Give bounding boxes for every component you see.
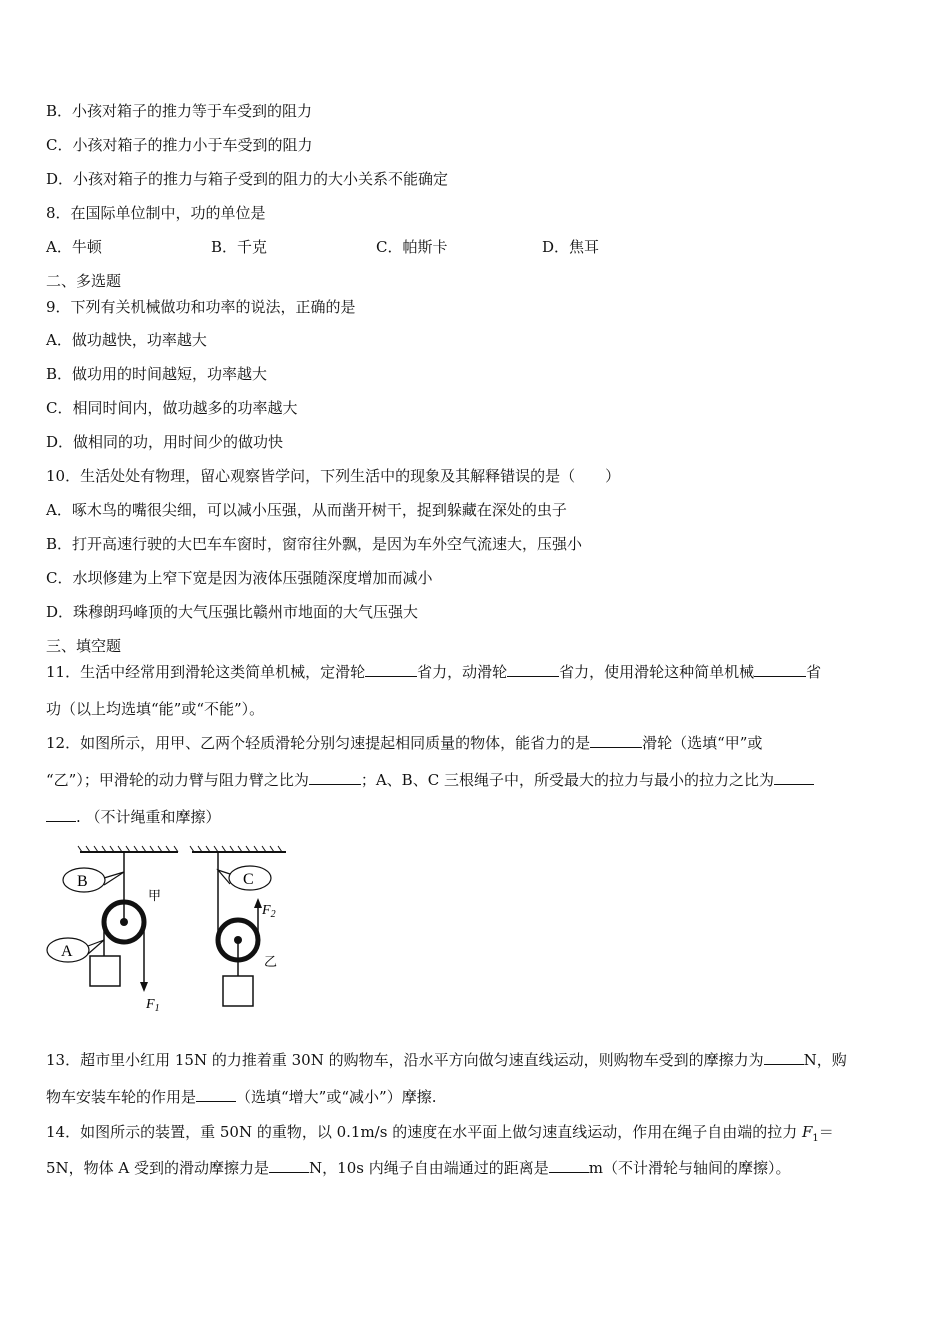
- pulley-figure: [46, 842, 306, 1022]
- q14-text-1: 14．如图所示的装置，重 50N 的重物，以 0.1m/s 的速度在水平面上做匀速直线运动，作用在绳子自由端的拉力: [46, 1123, 798, 1141]
- q8-option-b: B．千克: [211, 238, 268, 256]
- q13-text-2: N，购: [803, 1051, 847, 1069]
- label-jia: 甲: [148, 889, 162, 904]
- q11-text-1: 11．生活中经常用到滑轮这类简单机械，定滑轮: [46, 663, 366, 681]
- label-c: C: [243, 871, 254, 888]
- label-a: A: [61, 943, 73, 960]
- q14-blank-1[interactable]: [269, 1158, 309, 1173]
- q13-blank-2[interactable]: [196, 1087, 236, 1102]
- q11-blank-1[interactable]: [365, 662, 417, 677]
- q7-option-b: B．小孩对箱子的推力等于车受到的阻力: [46, 102, 313, 120]
- q12-text-3: “乙”）；甲滑轮的动力臂与阻力臂之比为: [46, 771, 309, 789]
- q8-option-d: D．焦耳: [542, 238, 600, 256]
- q11-line-1: [46, 662, 821, 682]
- q12-text-4: ；A、B、C 三根绳子中，所受最大的拉力与最小的拉力之比为: [360, 771, 774, 789]
- q10-option-b: B．打开高速行驶的大巴车车窗时，窗帘往外飘，是因为车外空气流速大，压强小: [46, 535, 583, 553]
- q14-text-5: 5N，物体 A 受到的滑动摩擦力是: [46, 1159, 270, 1177]
- q8-option-a: A．牛顿: [46, 238, 102, 256]
- callout-b: [63, 868, 124, 892]
- q9-stem: 9．下列有关机械做功和功率的说法，正确的是: [46, 298, 356, 316]
- q14-text-7: m（不计滑轮与轴间的摩擦）。: [588, 1159, 791, 1177]
- q10-option-a: A．啄木鸟的嘴很尖细，可以减小压强，从而凿开树干，捉到躲藏在深处的虫子: [46, 501, 567, 519]
- q11-blank-2[interactable]: [507, 662, 559, 677]
- q10-stem: 10．生活处处有物理，留心观察皆学问，下列生活中的现象及其解释错误的是（ ）: [46, 467, 621, 485]
- q11-text-2: 省力，动滑轮: [417, 663, 508, 681]
- q12-blank-3-part-1[interactable]: [774, 770, 814, 785]
- q12-line-1: [46, 733, 762, 753]
- q10-option-c: C．水坝修建为上窄下宽是因为液体压强随深度增加而减小: [46, 569, 433, 587]
- q12-text-2: 滑轮（选填“甲”或: [642, 734, 763, 752]
- ceiling-right: [190, 846, 286, 852]
- q12-line-2: [46, 770, 814, 790]
- q12-blank-1[interactable]: [590, 733, 642, 748]
- q14-text-6: N，10s 内绳子自由端通过的距离是: [309, 1159, 549, 1177]
- q13-text-3: 物车安装车轮的作用是: [46, 1088, 197, 1106]
- q13-line-1: [46, 1050, 847, 1070]
- q9-option-a: A．做功越快，功率越大: [46, 331, 207, 349]
- q14-line-1: [46, 1122, 834, 1149]
- q13-blank-1[interactable]: [764, 1050, 804, 1065]
- callout-c: [218, 866, 271, 890]
- weight-block-right: [223, 976, 253, 1006]
- q11-text-4: 省: [806, 663, 822, 681]
- q13-text-4: （选填“增大”或“减小”）摩擦.: [236, 1088, 437, 1106]
- ceiling-left: [78, 846, 178, 852]
- q11-text-5: 功（以上均选填“能”或“不能”）。: [46, 700, 265, 718]
- q11-text-3: 省力，使用滑轮这种简单机械: [559, 663, 755, 681]
- arrow-down-icon: [140, 982, 148, 992]
- q13-text-1: 13．超市里小红用 15N 的力推着重 30N 的购物车，沿水平方向做匀速直线运动，则购物车受到的摩擦力为: [46, 1051, 764, 1069]
- q11-blank-3[interactable]: [754, 662, 806, 677]
- q8-stem: 8．在国际单位制中，功的单位是: [46, 204, 266, 222]
- q14-force-subscript: 1: [812, 1133, 819, 1144]
- weight-block-left: [90, 956, 120, 986]
- q7-option-c: C．小孩对箱子的推力小于车受到的阻力: [46, 136, 313, 154]
- section-heading-fill-in: 三、填空题: [46, 637, 122, 655]
- q9-option-c: C．相同时间内，做功越多的功率越大: [46, 399, 298, 417]
- q9-option-d: D．做相同的功，用时间少的做功快: [46, 433, 284, 451]
- q12-text-1: 12．如图所示，用甲、乙两个轻质滑轮分别匀速提起相同质量的物体，能省力的是: [46, 734, 591, 752]
- label-f1: $F_1$: [146, 997, 160, 1014]
- arrow-up-icon: [254, 898, 262, 908]
- section-heading-multiple-choice: 二、多选题: [46, 272, 122, 290]
- label-yi: 乙: [264, 955, 278, 970]
- q14-force-symbol: F: [802, 1123, 813, 1141]
- q8-options: [46, 237, 906, 257]
- q9-option-b: B．做功用的时间越短，功率越大: [46, 365, 268, 383]
- q12-blank-3-part-2[interactable]: [46, 807, 76, 822]
- q14-blank-2[interactable]: [549, 1158, 589, 1173]
- q14-equals: ＝: [818, 1123, 834, 1141]
- label-b: B: [77, 873, 88, 890]
- q12-blank-2[interactable]: [309, 770, 361, 785]
- q12-line-3: [46, 807, 221, 827]
- q14-line-2: [46, 1158, 790, 1178]
- q12-text-5: . （不计绳重和摩擦）: [76, 808, 221, 826]
- q7-option-d: D．小孩对箱子的推力与箱子受到的阻力的大小关系不能确定: [46, 170, 449, 188]
- label-f2: $F_2$: [262, 903, 276, 920]
- q8-option-c: C．帕斯卡: [376, 238, 448, 256]
- q10-option-d: D．珠穆朗玛峰顶的大气压强比赣州市地面的大气压强大: [46, 603, 419, 621]
- q13-line-2: [46, 1087, 436, 1107]
